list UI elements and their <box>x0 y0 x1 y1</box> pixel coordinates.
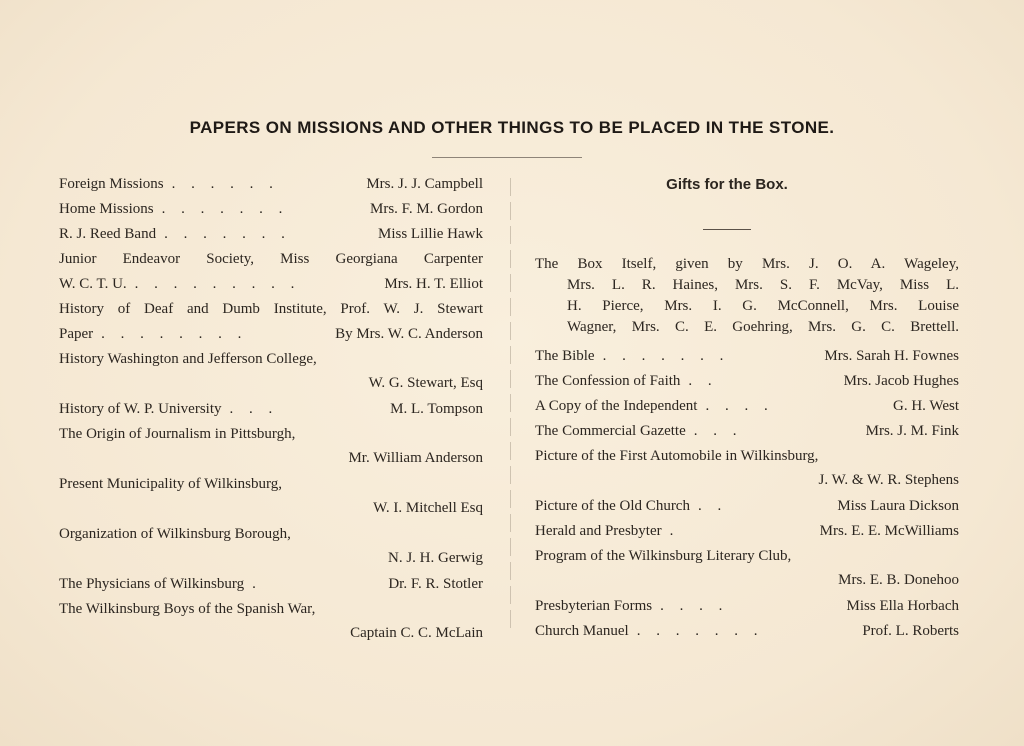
list-item: Herald and Presbyter . Mrs. E. E. McWilliams <box>535 523 959 539</box>
list-item: The Commercial Gazette . . . Mrs. J. M. Fink <box>535 423 959 439</box>
list-item: Home Missions . . . . . . . Mrs. F. M. Gordon <box>59 201 483 217</box>
column-divider <box>510 178 511 628</box>
box-donors-paragraph: The Box Itself, given by Mrs. J. O. A. Wageley, Mrs. L. R. Haines, Mrs. S. F. McVay, Miss L. H. Pierce, Mrs. I. G. McConnell, Mrs. Louise Wagner, Mrs. C. E. Goehring, Mrs. G. C. Brettell. <box>535 256 959 335</box>
list-item: Church Manuel . . . . . . . Prof. L. Roberts <box>535 623 959 639</box>
list-item: The Physicians of Wilkinsburg . Dr. F. R. Stotler <box>59 576 483 592</box>
papers-list <box>59 172 483 644</box>
list-item: Picture of the Old Church . . Miss Laura Dickson <box>535 498 959 514</box>
list-item: History of W. P. University . . . M. L. Tompson <box>59 401 483 417</box>
heading-rule <box>703 229 751 230</box>
list-item: The Bible . . . . . . . Mrs. Sarah H. Fownes <box>535 348 959 364</box>
list-item: Paper . . . . . . . . By Mrs. W. C. Anderson <box>59 326 483 342</box>
list-item: Picture of the First Automobile in Wilkinsburg, J. W. & W. R. Stephens <box>535 448 959 488</box>
list-item: R. J. Reed Band . . . . . . . Miss Lillie Hawk <box>59 226 483 242</box>
gifts-heading: Gifts for the Box. <box>666 176 788 193</box>
gifts-list <box>535 172 959 644</box>
list-item: Organization of Wilkinsburg Borough, N. J. H. Gerwig <box>59 526 483 566</box>
list-item: The Wilkinsburg Boys of the Spanish War, Captain C. C. McLain <box>59 601 483 641</box>
list-item: Present Municipality of Wilkinsburg, W. I. Mitchell Esq <box>59 476 483 516</box>
list-item: Presbyterian Forms . . . . Miss Ella Horbach <box>535 598 959 614</box>
list-item: Program of the Wilkinsburg Literary Club, Mrs. E. B. Donehoo <box>535 548 959 588</box>
list-item: History Washington and Jefferson College, W. G. Stewart, Esq <box>59 351 483 391</box>
list-item: Junior Endeavor Society, Miss Georgiana Carpenter <box>59 251 483 267</box>
list-item: The Confession of Faith . . Mrs. Jacob Hughes <box>535 373 959 389</box>
title-divider <box>432 157 582 158</box>
page-title: PAPERS ON MISSIONS AND OTHER THINGS TO BE PLACED IN THE STONE. <box>189 118 835 137</box>
list-item: The Origin of Journalism in Pittsburgh, Mr. William Anderson <box>59 426 483 466</box>
list-item: A Copy of the Independent . . . . G. H. West <box>535 398 959 414</box>
list-item: History of Deaf and Dumb Institute, Prof. W. J. Stewart <box>59 301 483 317</box>
list-item: Foreign Missions . . . . . . Mrs. J. J. Campbell <box>59 176 483 192</box>
list-item: W. C. T. U. . . . . . . . . . Mrs. H. T. Elliot <box>59 276 483 292</box>
